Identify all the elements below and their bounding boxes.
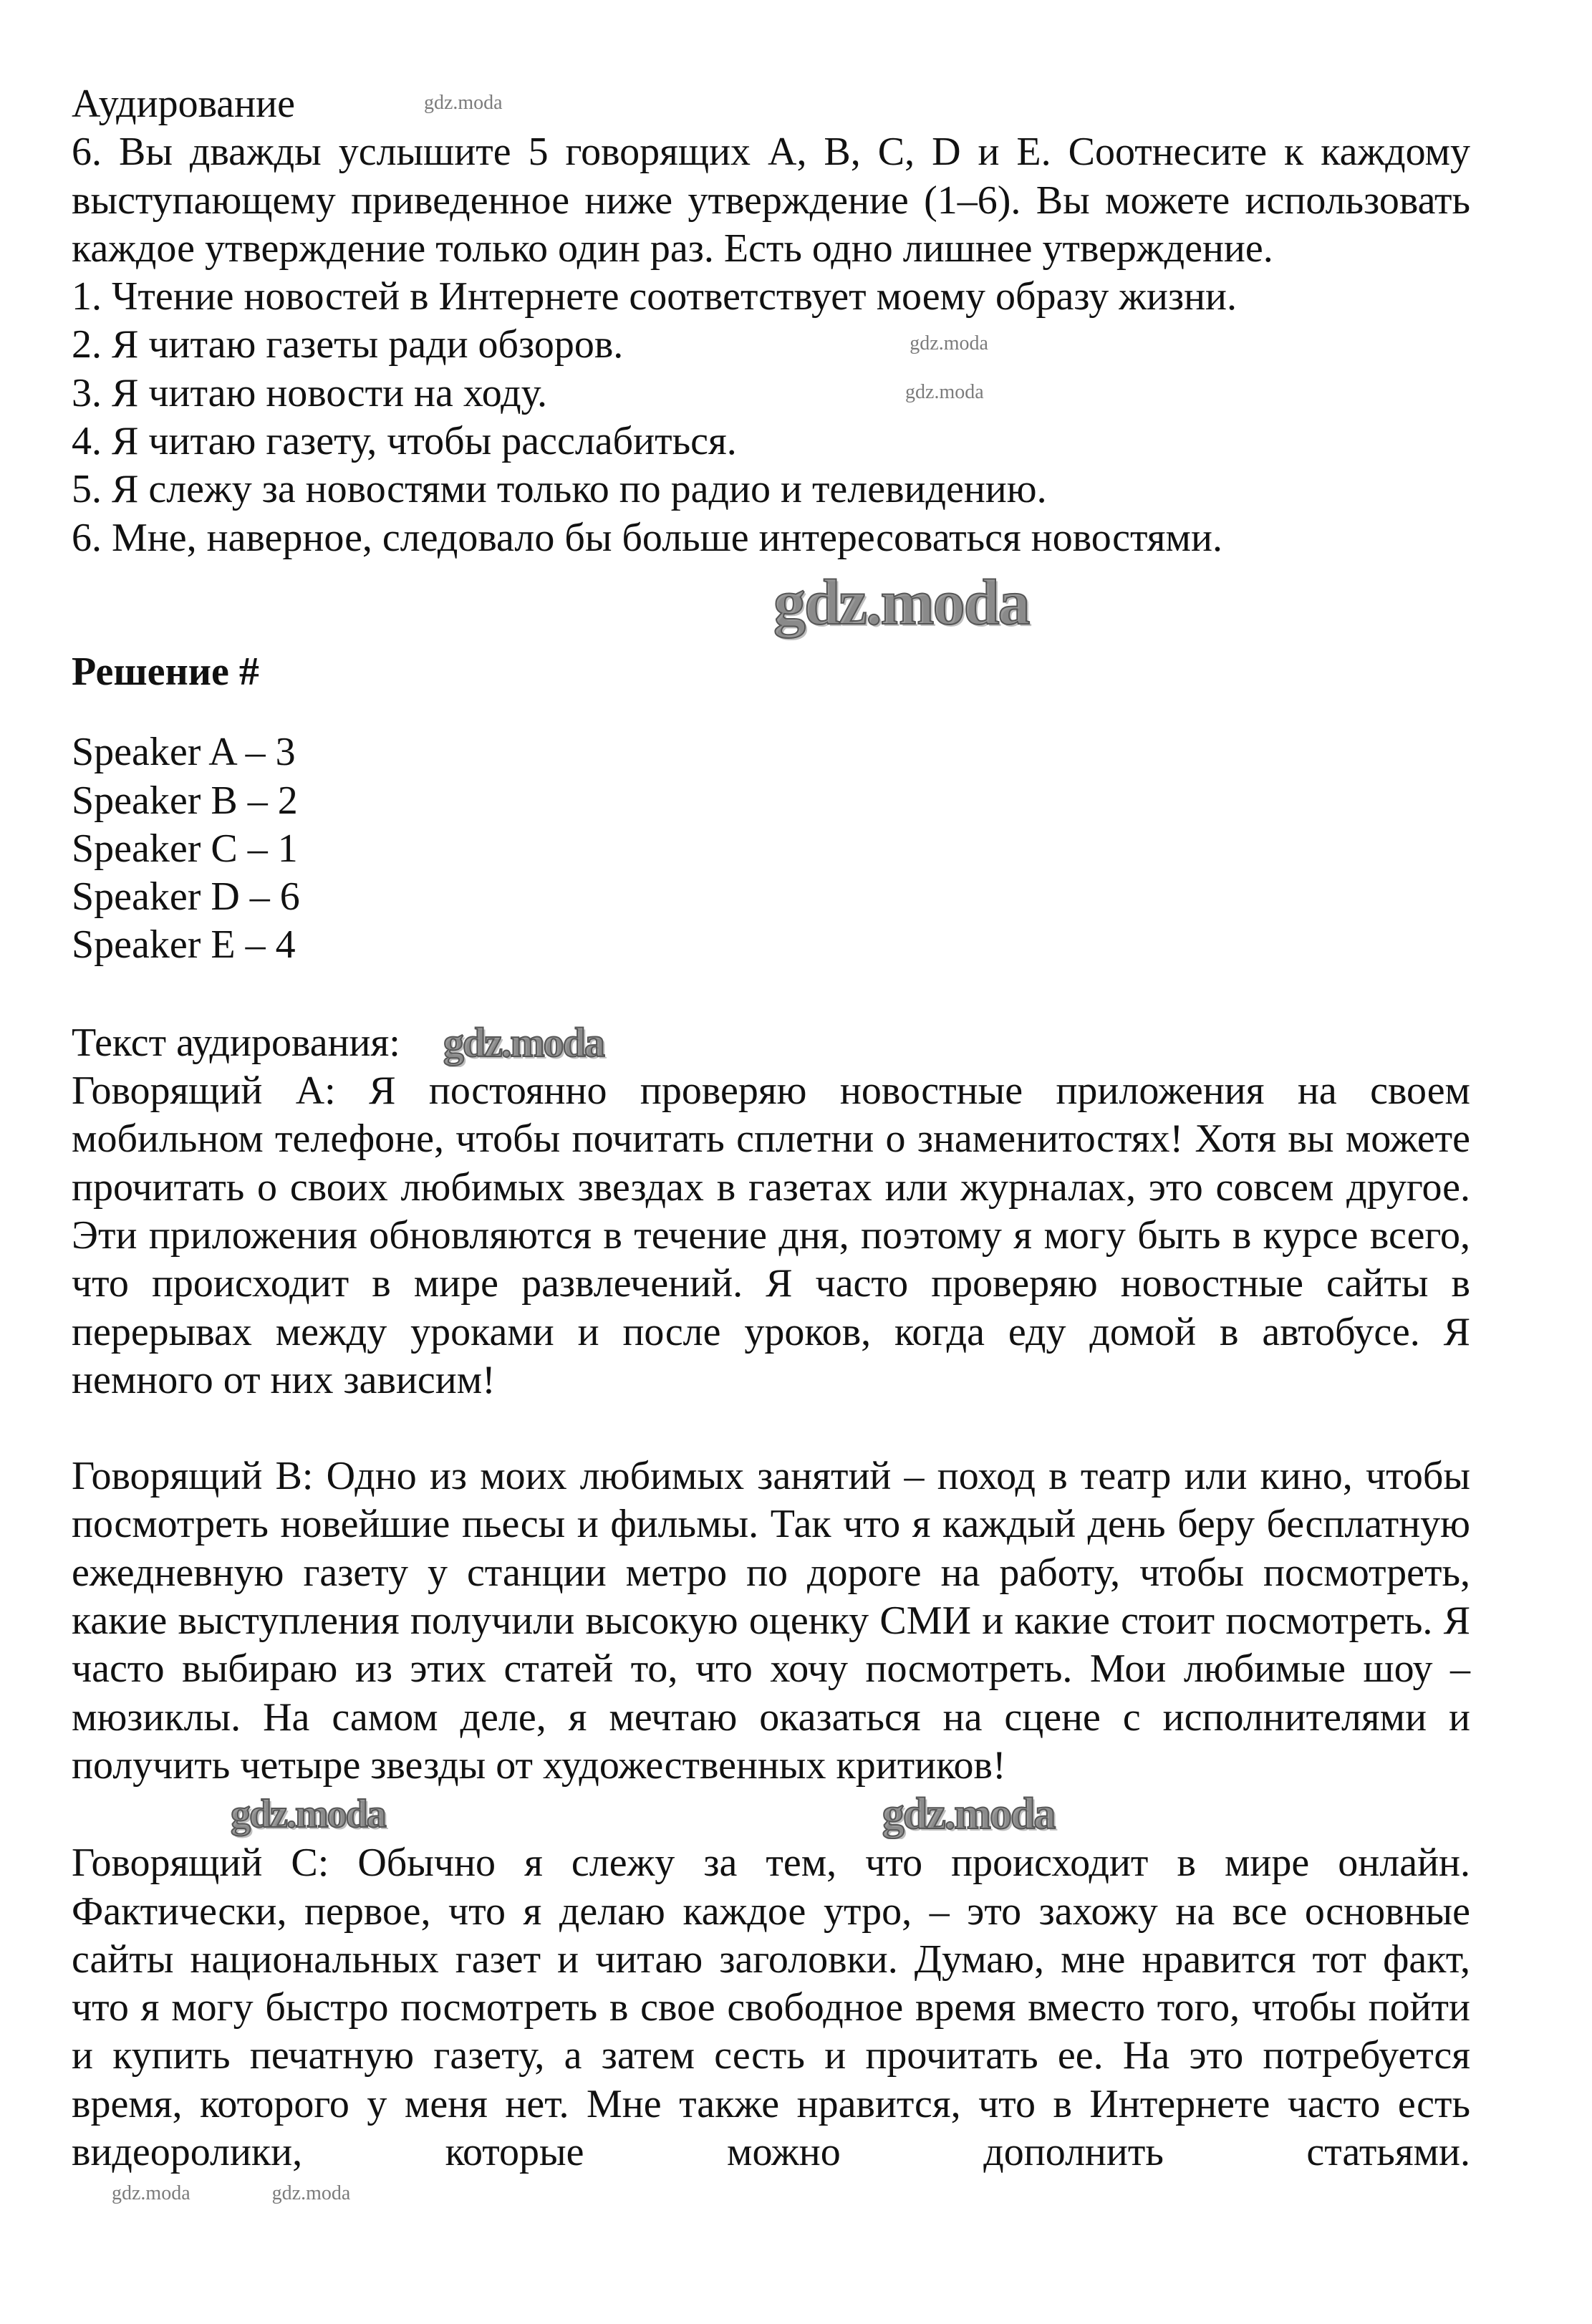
watermark-logo: gdz.moda bbox=[443, 1018, 604, 1066]
statement-item: 1. Чтение новостей в Интернете соответствует моему образу жизни. bbox=[72, 274, 1238, 319]
statement-line bbox=[72, 321, 1470, 369]
watermark-small: gdz.moda bbox=[271, 2182, 351, 2205]
transcript-heading: Текст аудирования: bbox=[72, 1020, 400, 1065]
transcript-speaker-b: Говорящий B: Одно из моих любимых занятий – поход в театр или кино, чтобы посмотреть новейшие пьесы и фильмы. Так что я каждый день беру бесплатную ежедневную газету у станции метро по дороге на работу, чтобы посмотреть, какие выступления получили высокую оценку СМИ и какие стоит посмотреть. Я часто выбираю из этих статей то, что хочу посмотреть. Мои любимые шоу – мюзиклы. На самом деле, я мечтаю оказаться на сцене с исполнителями и получить четыре звезды от художественных критиков! bbox=[72, 1454, 1470, 1788]
statement-item: 6. Мне, наверное, следовало бы больше интересоваться новостями. bbox=[72, 515, 1222, 560]
transcript-speaker-a: Говорящий A: Я постоянно проверяю новостные приложения на своем мобильном телефоне, чтобы почитать сплетни о знаменитостях! Хотя вы можете прочитать о своих любимых звездах в газетах или журналах, это совсем другое. Эти приложения обновляются в течение дня, поэтому я могу быть в курсе всего, что происходит в мире развлечений. Я часто проверяю новостные сайты в перерывах между уроками и после уроков, когда еду домой в автобусе. Я немного от них зависим! bbox=[72, 1069, 1470, 1402]
document-page bbox=[72, 80, 1470, 2219]
solution-heading: Решение # bbox=[72, 649, 259, 694]
statement-item: 3. Я читаю новости на ходу. bbox=[72, 370, 548, 415]
spacer bbox=[72, 1404, 1470, 1452]
watermark-logo: gdz.moda bbox=[773, 566, 1029, 638]
watermark-small: gdz.moda bbox=[112, 2182, 190, 2205]
watermark-logo: gdz.moda bbox=[882, 1790, 1055, 1839]
transcript-speaker-c: Говорящий C: Обычно я слежу за тем, что происходит в мире онлайн. Фактически, первое, что я делаю каждое утро, – это захожу на все основные сайты национальных газет и читаю заголовки. Думаю, мне нравится тот факт, что я могу быстро посмотреть в свое свободное время вместо того, чтобы пойти и купить печатную газету, а затем сесть и прочитать ее. На это потребуется время, которого у меня нет. Мне также нравится, что в Интернете часто есть видеоролики, которые можно дополнить статьями. bbox=[72, 1841, 1470, 2174]
watermark-gap bbox=[72, 2176, 1470, 2219]
answer-item: Speaker C – 1 bbox=[72, 826, 298, 871]
watermark-small: gdz.moda bbox=[905, 380, 984, 403]
watermark-small: gdz.moda bbox=[423, 92, 503, 114]
section-title-line bbox=[72, 80, 1470, 128]
answer-item: Speaker D – 6 bbox=[72, 874, 300, 920]
statement-line bbox=[72, 370, 1470, 418]
spacer bbox=[72, 696, 1470, 728]
watermark-small: gdz.moda bbox=[910, 332, 988, 355]
statement-item: 5. Я слежу за новостями только по радио и телевидению. bbox=[72, 467, 1047, 512]
watermark-gap bbox=[72, 562, 1470, 648]
answer-item: Speaker E – 4 bbox=[72, 922, 296, 968]
answer-item: Speaker B – 2 bbox=[72, 778, 298, 823]
transcript-heading-line bbox=[72, 1019, 1470, 1067]
statement-item: 4. Я читаю газету, чтобы расслабиться. bbox=[72, 419, 737, 464]
watermark-logo: gdz.moda bbox=[231, 1792, 385, 1837]
statement-item: 2. Я читаю газеты ради обзоров. bbox=[72, 322, 624, 367]
section-title: Аудирование bbox=[72, 82, 295, 126]
task-instructions: 6. Вы дважды услышите 5 говорящих A, B, C, D и E. Соотнесите к каждому выступающему приведенное ниже утверждение (1–6). Вы можете использовать каждое утверждение только один раз. Есть одно лишнее утверждение. bbox=[72, 130, 1470, 271]
statements-list bbox=[72, 273, 1470, 562]
answers-list bbox=[72, 728, 1470, 969]
spacer bbox=[72, 970, 1470, 1019]
answer-item: Speaker A – 3 bbox=[72, 730, 296, 775]
watermark-gap bbox=[72, 1790, 1470, 1839]
